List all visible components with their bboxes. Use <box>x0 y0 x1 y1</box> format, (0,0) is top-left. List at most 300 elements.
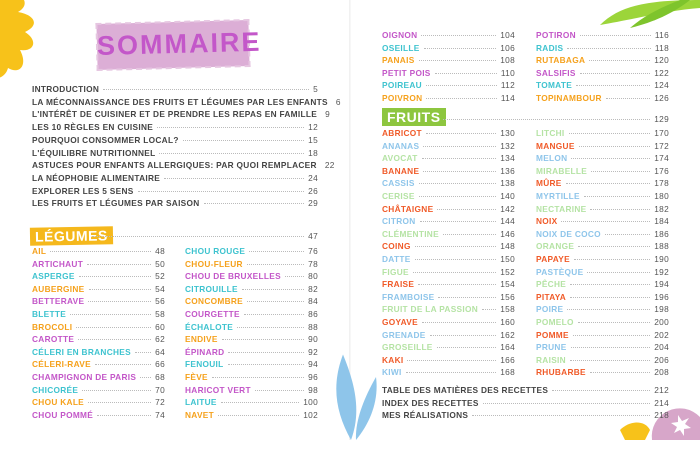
dot-leader <box>573 335 650 336</box>
toc-entry[interactable] <box>32 245 165 257</box>
entry-page-number: 166 <box>500 354 515 365</box>
entry-page-number: 122 <box>654 67 669 78</box>
toc-entry[interactable] <box>382 165 515 177</box>
entry-label: FRAISE <box>382 279 415 290</box>
dot-leader <box>95 364 151 365</box>
entry-label: POURQUOI CONSOMMER LOCAL? <box>32 134 179 145</box>
toc-entry[interactable] <box>32 258 165 270</box>
entry-page-number: 70 <box>155 384 165 395</box>
left-page <box>0 0 350 440</box>
entry-page-number: 156 <box>500 291 515 302</box>
toc-entry[interactable] <box>32 333 165 345</box>
entry-label: BROCOLI <box>32 321 73 332</box>
dot-leader <box>140 377 151 378</box>
dot-leader <box>483 403 651 404</box>
toc-entry[interactable] <box>32 371 165 383</box>
entry-page-number: 104 <box>500 30 515 40</box>
toc-entry[interactable] <box>382 42 515 54</box>
entry-page-number: 47 <box>308 231 318 241</box>
toc-entry[interactable] <box>32 295 165 307</box>
entry-label: PAPAYE <box>536 254 570 264</box>
entry-page-number: 74 <box>155 409 165 420</box>
entry-page-number: 204 <box>654 342 669 353</box>
dot-leader <box>574 259 650 260</box>
dot-leader <box>285 276 304 277</box>
toc-entry[interactable] <box>32 396 165 408</box>
toc-entry[interactable] <box>536 278 669 290</box>
toc-entry[interactable] <box>382 177 515 189</box>
entry-page-number: 86 <box>308 309 318 319</box>
entry-label: CHICORÉE <box>32 384 79 395</box>
entry-label: INDEX DES RECETTES <box>382 397 479 408</box>
blue-plant-decoration-icon <box>351 350 381 440</box>
dot-leader <box>418 284 496 285</box>
entry-page-number: 12 <box>308 122 318 133</box>
entry-label: ENDIVE <box>185 334 218 345</box>
toc-entry[interactable] <box>536 291 669 303</box>
dot-leader <box>159 153 304 154</box>
dot-leader <box>92 236 304 237</box>
toc-entry[interactable] <box>32 147 318 159</box>
entry-label: RHUBARBE <box>536 367 586 378</box>
entry-page-number: 140 <box>500 191 515 201</box>
entry-page-number: 130 <box>500 128 515 138</box>
entry-label: NOIX <box>536 216 558 227</box>
entry-page-number: 212 <box>654 385 669 395</box>
toc-entry[interactable] <box>32 283 165 295</box>
entry-page-number: 208 <box>654 367 669 378</box>
entry-label: CHOU ROUGE <box>185 246 246 256</box>
toc-entry[interactable] <box>382 329 515 341</box>
dot-leader <box>570 284 650 285</box>
toc-entry[interactable] <box>32 384 165 396</box>
entry-label: MYRTILLE <box>536 191 580 201</box>
entry-page-number: 184 <box>654 216 669 227</box>
dot-leader <box>244 314 304 315</box>
toc-entry[interactable] <box>536 316 669 328</box>
entry-label: POIREAU <box>382 80 422 91</box>
entry-label: FRAMBOISE <box>382 291 435 302</box>
entry-label: MIRABELLE <box>536 165 588 176</box>
dot-leader <box>587 272 650 273</box>
toc-entry[interactable] <box>536 42 669 54</box>
entry-page-number: 178 <box>654 178 669 189</box>
entry-label: CHOU POMMÉ <box>32 409 94 420</box>
dot-leader <box>228 352 304 353</box>
dot-leader <box>580 73 651 74</box>
toc-entry[interactable] <box>382 397 669 409</box>
toc-entry[interactable] <box>32 159 335 171</box>
toc-entry[interactable] <box>382 240 515 252</box>
toc-entry[interactable] <box>536 203 669 215</box>
entry-label: COURGETTE <box>185 309 240 319</box>
entry-label: ASTUCES POUR ENFANTS ALLERGIQUES: PAR QUOI REMPLACER <box>32 160 317 171</box>
dot-leader <box>552 390 650 391</box>
toc-entry[interactable] <box>185 270 318 282</box>
dot-leader <box>222 339 304 340</box>
dot-leader <box>407 360 496 361</box>
toc-entry[interactable] <box>536 67 669 79</box>
entry-page-number: 94 <box>308 359 318 370</box>
dot-leader <box>422 322 496 323</box>
toc-entry[interactable] <box>185 384 318 396</box>
entry-page-number: 138 <box>500 178 515 189</box>
entry-label: L'ÉQUILIBRE NUTRITIONNEL <box>32 147 156 158</box>
toc-entry[interactable] <box>32 185 318 197</box>
toc-entry[interactable] <box>382 127 515 139</box>
toc-entry[interactable] <box>32 270 165 282</box>
toc-entry[interactable] <box>536 92 669 104</box>
toc-entry[interactable] <box>382 384 669 396</box>
entry-page-number: 142 <box>500 203 515 214</box>
entry-label: ARTICHAUT <box>32 258 84 269</box>
entry-page-number: 9 <box>325 109 330 120</box>
entry-label: LITCHI <box>536 128 565 138</box>
dot-leader <box>419 183 497 184</box>
toc-entry[interactable] <box>382 215 515 227</box>
entry-label: TOPINAMBOUR <box>536 93 602 103</box>
dot-leader <box>421 35 496 36</box>
right-page <box>351 0 700 440</box>
toc-entry[interactable] <box>382 228 515 240</box>
entry-label: POIVRON <box>382 93 423 103</box>
toc-entry[interactable] <box>32 321 165 333</box>
dot-leader <box>164 178 304 179</box>
entry-page-number: 92 <box>308 346 318 357</box>
dot-leader <box>420 221 497 222</box>
entry-label: BLETTE <box>32 309 67 319</box>
entry-label: GROSEILLE <box>382 342 433 353</box>
toc-entry[interactable] <box>536 341 669 353</box>
legumes-heading-entry[interactable] <box>88 230 318 242</box>
dot-leader <box>606 98 650 99</box>
dot-leader <box>76 327 151 328</box>
entry-page-number: 98 <box>308 384 318 395</box>
toc-entry[interactable] <box>536 79 669 91</box>
toc-entry[interactable] <box>185 308 318 320</box>
dot-leader <box>419 60 497 61</box>
entry-label: CÉLERI-RAVE <box>32 359 91 370</box>
dot-leader <box>422 158 497 159</box>
entry-label: FENOUIL <box>185 359 224 370</box>
toc-entry[interactable] <box>536 303 669 315</box>
entry-page-number: 182 <box>654 203 669 214</box>
entry-page-number: 114 <box>500 93 515 103</box>
entry-page-number: 18 <box>308 147 318 158</box>
entry-page-number: 100 <box>303 397 318 408</box>
entry-page-number: 52 <box>155 271 165 282</box>
toc-entry[interactable] <box>382 316 515 328</box>
toc-entry[interactable] <box>382 278 515 290</box>
toc-entry[interactable] <box>185 346 318 358</box>
entry-label: LA NÉOPHOBIE ALIMENTAIRE <box>32 172 161 183</box>
entry-page-number: 29 <box>308 198 318 209</box>
dot-leader <box>423 146 496 147</box>
entry-page-number: 80 <box>308 271 318 282</box>
toc-entry[interactable] <box>32 96 341 108</box>
entry-label: PRUNE <box>536 342 567 353</box>
entry-label: AVOCAT <box>382 153 418 164</box>
dot-leader <box>578 322 650 323</box>
toc-entry[interactable] <box>32 83 318 95</box>
entry-label: TOMATE <box>536 80 573 91</box>
toc-entry[interactable] <box>185 409 318 421</box>
dot-leader <box>579 146 651 147</box>
toc-entry[interactable] <box>536 29 669 41</box>
entry-page-number: 188 <box>654 241 669 252</box>
entry-page-number: 58 <box>155 309 165 319</box>
entry-label: RADIS <box>536 42 564 53</box>
dot-leader <box>255 390 304 391</box>
toc-entry[interactable] <box>32 134 318 146</box>
toc-entry[interactable] <box>536 366 669 378</box>
toc-entry[interactable] <box>382 366 515 378</box>
toc-entry[interactable] <box>536 215 669 227</box>
entry-label: LAITUE <box>185 397 217 408</box>
dot-leader <box>415 246 497 247</box>
yellow-flower-decoration-icon <box>0 0 50 90</box>
toc-entry[interactable] <box>536 127 669 139</box>
entry-page-number: 214 <box>654 397 669 408</box>
toc-entry[interactable] <box>185 258 318 270</box>
dot-leader <box>79 276 151 277</box>
entry-label: GRENADE <box>382 329 426 340</box>
dot-leader <box>566 183 651 184</box>
dot-leader <box>580 35 651 36</box>
entry-page-number: 154 <box>500 279 515 290</box>
dot-leader <box>443 119 650 120</box>
entry-label: RUTABAGA <box>536 55 586 66</box>
toc-entry[interactable] <box>382 266 515 278</box>
toc-entry[interactable] <box>536 54 669 66</box>
entry-label: CHOU DE BRUXELLES <box>185 271 281 282</box>
entry-label: NAVET <box>185 409 215 420</box>
entry-page-number: 198 <box>654 304 669 315</box>
toc-entry[interactable] <box>185 283 318 295</box>
dot-leader <box>430 335 497 336</box>
dot-leader <box>88 402 151 403</box>
entry-label: INTRODUCTION <box>32 84 100 94</box>
dot-leader <box>87 264 151 265</box>
entry-page-number: 82 <box>308 283 318 294</box>
toc-entry[interactable] <box>32 197 318 209</box>
toc-entry[interactable] <box>185 333 318 345</box>
entry-page-number: 148 <box>500 241 515 252</box>
toc-entry[interactable] <box>382 303 515 315</box>
entry-label: CAROTTE <box>32 334 75 345</box>
entry-label: ÉCHALOTE <box>185 321 234 332</box>
entry-page-number: 172 <box>654 140 669 151</box>
dot-leader <box>482 309 496 310</box>
entry-label: EXPLORER LES 5 SENS <box>32 185 134 196</box>
toc-entry[interactable] <box>382 79 515 91</box>
toc-entry[interactable] <box>32 346 165 358</box>
dot-leader <box>590 372 650 373</box>
toc-entry[interactable] <box>32 409 165 421</box>
entry-label: TABLE DES MATIÈRES DES RECETTES <box>382 385 549 395</box>
entry-label: PETIT POIS <box>382 67 431 78</box>
dot-leader <box>89 289 152 290</box>
entry-label: BANANE <box>382 165 420 176</box>
toc-entry[interactable] <box>382 291 515 303</box>
toc-entry[interactable] <box>185 245 318 257</box>
dot-leader <box>576 85 650 86</box>
toc-entry[interactable] <box>536 329 669 341</box>
dot-leader <box>571 347 651 348</box>
dot-leader <box>204 203 305 204</box>
toc-entry[interactable] <box>382 354 515 366</box>
entry-page-number: 194 <box>654 279 669 290</box>
entry-page-number: 6 <box>335 96 341 107</box>
toc-entry[interactable] <box>536 354 669 366</box>
toc-entry[interactable] <box>382 341 515 353</box>
entry-page-number: 78 <box>308 258 318 269</box>
toc-entry[interactable] <box>185 321 318 333</box>
entry-page-number: 192 <box>654 266 669 277</box>
entry-page-number: 72 <box>155 397 165 408</box>
toc-entry[interactable] <box>536 165 669 177</box>
toc-entry[interactable] <box>32 121 318 133</box>
toc-entry[interactable] <box>32 308 165 320</box>
dot-leader <box>183 140 304 141</box>
entry-page-number: 158 <box>500 304 515 315</box>
dot-leader <box>435 73 497 74</box>
toc-entry[interactable] <box>32 108 330 120</box>
toc-entry[interactable] <box>536 152 669 164</box>
toc-entry[interactable] <box>382 203 515 215</box>
entry-label: OIGNON <box>382 30 418 40</box>
entry-label: POIRE <box>536 304 564 315</box>
dot-leader <box>242 289 304 290</box>
entry-label: KIWI <box>382 367 402 378</box>
entry-page-number: 126 <box>654 93 669 103</box>
toc-entry[interactable] <box>536 140 669 152</box>
entry-label: MES RÉALISATIONS <box>382 410 469 421</box>
entry-page-number: 170 <box>654 128 669 138</box>
toc-entry[interactable] <box>185 295 318 307</box>
toc-entry[interactable] <box>536 177 669 189</box>
entry-page-number: 124 <box>654 80 669 91</box>
entry-page-number: 200 <box>654 317 669 327</box>
entry-page-number: 174 <box>654 153 669 164</box>
toc-entry[interactable] <box>382 29 515 41</box>
entry-page-number: 144 <box>500 216 515 227</box>
entry-page-number: 186 <box>654 228 669 239</box>
entry-label: PANAIS <box>382 55 415 66</box>
fruits-heading-entry[interactable] <box>439 113 669 125</box>
toc-entry[interactable] <box>536 190 669 202</box>
dot-leader <box>237 327 304 328</box>
entry-page-number: 136 <box>500 165 515 176</box>
entry-page-number: 180 <box>654 191 669 201</box>
entry-label: DATTE <box>382 254 411 264</box>
toc-entry[interactable] <box>185 358 318 370</box>
dot-leader <box>437 347 497 348</box>
toc-entry[interactable] <box>382 67 515 79</box>
legumes-heading: LÉGUMES <box>30 226 113 245</box>
entry-label: MÛRE <box>536 178 562 189</box>
dot-leader <box>247 301 304 302</box>
entry-page-number: 60 <box>155 321 165 332</box>
dot-leader <box>70 314 151 315</box>
entry-page-number: 76 <box>308 246 318 256</box>
dot-leader <box>419 196 497 197</box>
entry-label: SALSIFIS <box>536 67 576 78</box>
toc-entry[interactable] <box>32 358 165 370</box>
toc-entry[interactable] <box>185 396 318 408</box>
toc-entry[interactable] <box>536 240 669 252</box>
toc-entry[interactable] <box>536 253 669 265</box>
dot-leader <box>424 48 497 49</box>
entry-page-number: 64 <box>155 346 165 357</box>
dot-leader <box>212 377 304 378</box>
entry-label: NOIX DE COCO <box>536 228 601 239</box>
toc-entry[interactable] <box>382 92 515 104</box>
dot-leader <box>50 251 151 252</box>
entry-label: FIGUE <box>382 266 409 277</box>
entry-label: CÉLERI EN BRANCHES <box>32 346 131 357</box>
dot-leader <box>591 171 650 172</box>
toc-entry[interactable] <box>382 54 515 66</box>
toc-entry[interactable] <box>536 228 669 240</box>
entry-page-number: 150 <box>500 254 515 264</box>
fruits-heading: FRUITS <box>382 108 446 126</box>
entry-label: CHOU KALE <box>32 397 85 408</box>
entry-label: POTIRON <box>536 30 576 40</box>
entry-label: CASSIS <box>382 178 415 189</box>
entry-page-number: 66 <box>155 359 165 370</box>
toc-entry[interactable] <box>382 253 515 265</box>
entry-label: PITAYA <box>536 291 567 302</box>
entry-label: PASTÈQUE <box>536 266 584 277</box>
dot-leader <box>437 209 496 210</box>
toc-entry[interactable] <box>32 172 318 184</box>
dot-leader <box>103 89 309 90</box>
entry-label: CHAMPIGNON DE PARIS <box>32 372 137 382</box>
entry-page-number: 68 <box>155 372 165 382</box>
dot-leader <box>78 339 151 340</box>
toc-entry[interactable] <box>536 266 669 278</box>
toc-entry[interactable] <box>382 140 515 152</box>
toc-entry[interactable] <box>185 371 318 383</box>
dot-leader <box>584 196 650 197</box>
entry-page-number: 152 <box>500 266 515 277</box>
dot-leader <box>472 415 650 416</box>
toc-entry[interactable] <box>382 152 515 164</box>
entry-label: CONCOMBRE <box>185 296 244 307</box>
entry-label: CERISE <box>382 191 415 201</box>
green-leaves-decoration-icon <box>590 0 700 30</box>
entry-page-number: 164 <box>500 342 515 353</box>
entry-page-number: 134 <box>500 153 515 164</box>
entry-page-number: 176 <box>654 165 669 176</box>
entry-page-number: 54 <box>155 283 165 294</box>
entry-page-number: 118 <box>654 42 669 53</box>
entry-label: FRUIT DE LA PASSION <box>382 304 479 315</box>
dot-leader <box>571 158 650 159</box>
dot-leader <box>438 297 496 298</box>
dot-leader <box>218 415 299 416</box>
entry-label: POMME <box>536 329 569 340</box>
toc-entry[interactable] <box>382 409 669 421</box>
entry-label: CHOU-FLEUR <box>185 258 243 269</box>
dot-leader <box>443 234 496 235</box>
entry-label: AUBERGINE <box>32 283 85 294</box>
dot-leader <box>570 360 650 361</box>
dot-leader <box>569 133 651 134</box>
dot-leader <box>605 234 650 235</box>
toc-entry[interactable] <box>382 190 515 202</box>
